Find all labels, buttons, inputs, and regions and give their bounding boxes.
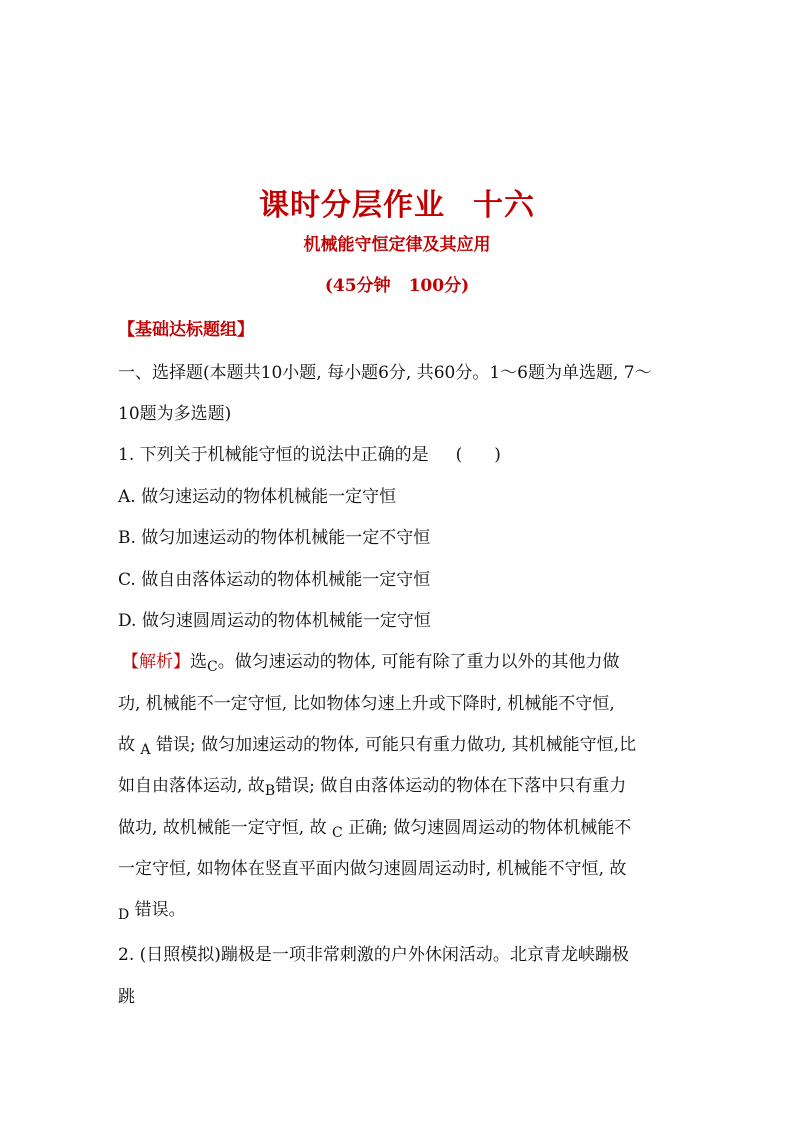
analysis-text: 做功, 故机械能一定守恒, 故 <box>118 818 327 838</box>
question-2-line-1: 2. (日照模拟)蹦极是一项非常刺激的户外休闲活动。北京青龙峡蹦极 <box>118 945 629 965</box>
analysis-text: 如自由落体运动, 故 <box>118 776 265 796</box>
section-heading: 【基础达标题组】 <box>118 320 254 340</box>
instructions-line-2: 10题为多选题) <box>118 404 232 424</box>
analysis-label: 【解析】 <box>122 652 190 672</box>
analysis-text: 错误; 做自由落体运动的物体在下落中只有重力 <box>275 776 627 796</box>
title-main: 课时分层作业 <box>259 188 445 223</box>
analysis-line-5 <box>118 813 632 841</box>
analysis-line-4 <box>118 771 627 799</box>
option-b: B. 做匀加速运动的物体机械能一定不守恒 <box>118 528 431 548</box>
analysis-line-3 <box>118 730 637 758</box>
answer-paren-open: ( <box>455 445 463 465</box>
question-1-stem <box>118 440 501 465</box>
analysis-line-1 <box>122 647 620 675</box>
page-title <box>0 180 794 224</box>
title-number: 十六 <box>473 188 535 223</box>
timing-info <box>0 271 794 296</box>
analysis-text: 。做匀速运动的物体, 可能有除了重力以外的其他力做 <box>217 652 620 672</box>
analysis-line-2: 功, 机械能不一定守恒, 比如物体匀速上升或下降时, 机械能不守恒, <box>118 694 615 714</box>
option-c: C. 做自由落体运动的物体机械能一定守恒 <box>118 570 431 590</box>
question-1-text: 1. 下列关于机械能守恒的说法中正确的是 <box>118 445 429 465</box>
answer-letter: C <box>207 659 218 675</box>
option-d: D. 做匀速圆周运动的物体机械能一定守恒 <box>118 611 431 631</box>
option-letter: A <box>140 742 151 758</box>
option-a: A. 做匀速运动的物体机械能一定守恒 <box>118 487 397 507</box>
option-letter: D <box>118 907 130 923</box>
analysis-text: 正确; 做匀速圆周运动的物体机械能不 <box>348 818 632 838</box>
option-letter: C <box>332 825 343 841</box>
timing-points: 100分) <box>408 276 470 296</box>
option-letter: B <box>264 783 276 799</box>
analysis-text: 错误; 做匀加速运动的物体, 可能只有重力做功, 其机械能守恒,比 <box>155 735 637 755</box>
timing-minutes: (45分钟 <box>324 276 391 296</box>
analysis-text: 故 <box>118 735 135 755</box>
analysis-line-7 <box>118 895 186 923</box>
question-2-line-2: 跳 <box>118 987 135 1007</box>
analysis-text: 选 <box>190 652 207 672</box>
answer-paren-close: ) <box>494 445 501 465</box>
analysis-line-6: 一定守恒, 如物体在竖直平面内做匀速圆周运动时, 机械能不守恒, 故 <box>118 859 627 879</box>
instructions-line-1: 一、选择题(本题共10小题, 每小题6分, 共60分。1～6题为单选题, 7～ <box>118 363 652 383</box>
analysis-text: 错误。 <box>134 900 186 920</box>
page-subtitle: 机械能守恒定律及其应用 <box>303 235 491 255</box>
